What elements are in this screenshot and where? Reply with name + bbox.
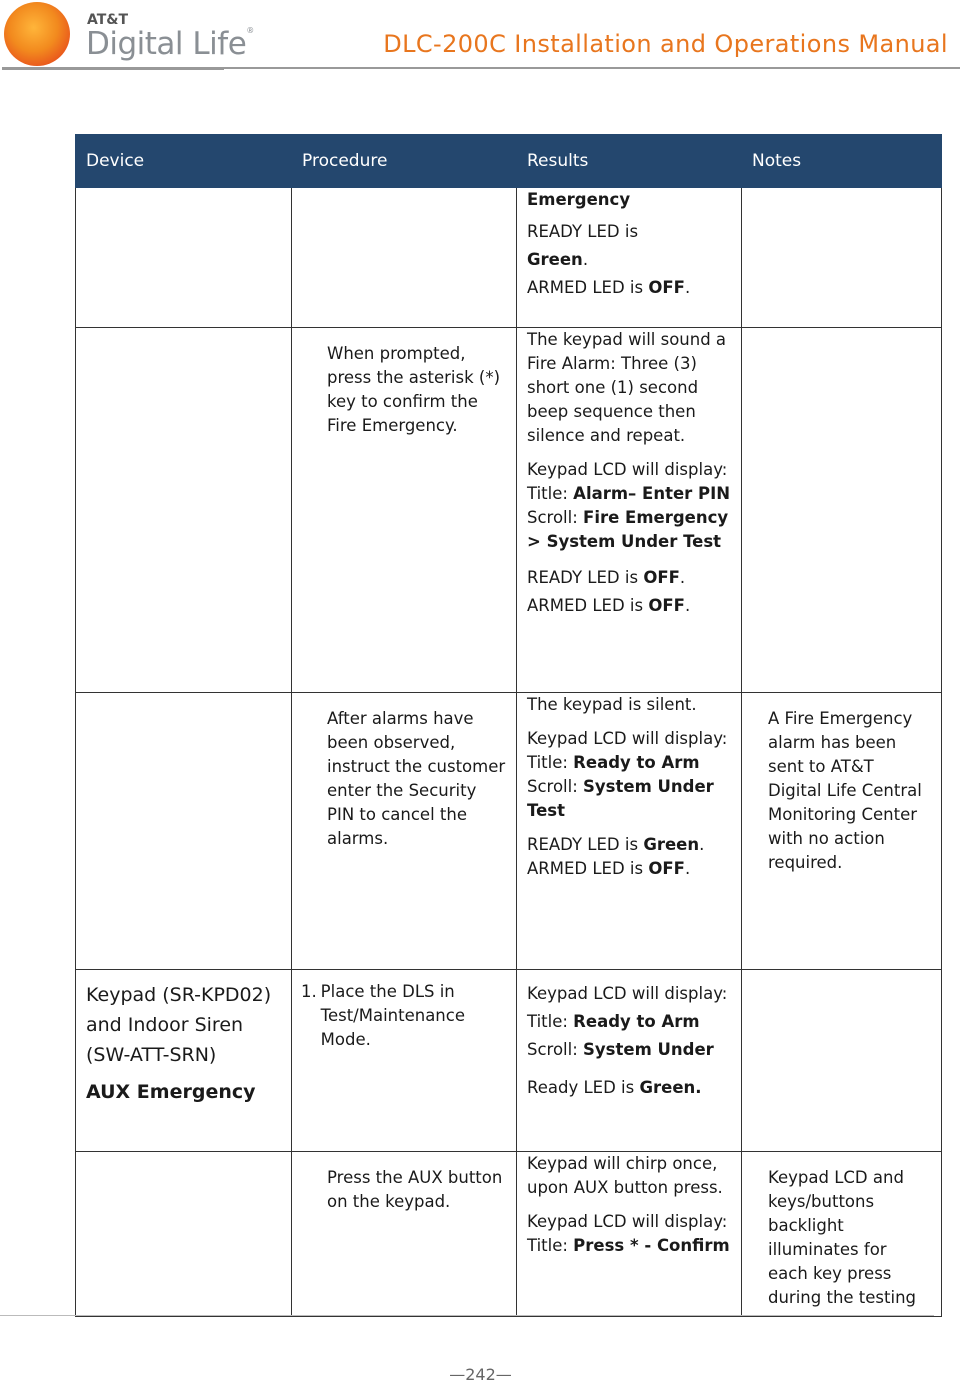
table-row [76, 328, 942, 693]
column-header-notes: Notes [742, 135, 942, 188]
results-cell: The keypad will sound a Fire Alarm: Three (3) short one (1) second beep sequence then silence and repeat. Keypad LCD will display: Title: Alarm– Enter PIN Scroll: Fire Emergency > System Under Test READY LED is OFF. ARMED LED is OFF. [517, 328, 742, 693]
device-cell [76, 1152, 292, 1317]
results-cell: Keypad will chirp once, upon AUX button press. Keypad LCD will display: Title: Press * - Confirm [517, 1152, 742, 1317]
header-divider [2, 67, 224, 70]
procedure-step: 1. Place the DLS in Test/Maintenance Mode. [301, 982, 465, 1049]
device-cell [76, 188, 292, 328]
table-row [76, 693, 942, 970]
notes-cell [742, 188, 942, 328]
brand-digital-life: Digital Life® [86, 26, 254, 62]
footer-divider [0, 1315, 934, 1316]
procedure-cell [292, 188, 517, 328]
brand-att: AT&T [87, 12, 129, 28]
column-header-results: Results [517, 135, 742, 188]
notes-cell [742, 970, 942, 1152]
table-row [76, 970, 942, 1152]
device-cell [76, 970, 292, 1152]
table-row [76, 188, 942, 328]
device-cell [76, 328, 292, 693]
table-row [76, 1152, 942, 1317]
column-header-device: Device [76, 135, 292, 188]
notes-cell: Keypad LCD and keys/buttons backlight illuminates for each key press during the testing [742, 1152, 942, 1317]
table-header-row [76, 135, 942, 188]
procedure-cell: When prompted, press the asterisk (*) key to confirm the Fire Emergency. [292, 328, 517, 693]
device-cell [76, 693, 292, 970]
procedure-cell: Press the AUX button on the keypad. [292, 1152, 517, 1317]
device-test-type: AUX Emergency [86, 1081, 256, 1103]
page-number: —242— [449, 1365, 512, 1384]
results-cell: The keypad is silent. Keypad LCD will display: Title: Ready to Arm Scroll: System Under Test READY LED is Green. ARMED LED is OFF. [517, 693, 742, 970]
att-globe-logo-icon [4, 2, 70, 66]
procedure-cell: After alarms have been observed, instruct the customer enter the Security PIN to cancel the alarms. [292, 693, 517, 970]
notes-cell [742, 328, 942, 693]
notes-cell: A Fire Emergency alarm has been sent to AT&T Digital Life Central Monitoring Center with no action required. [742, 693, 942, 970]
header-divider [224, 67, 960, 69]
procedure-cell [292, 970, 517, 1152]
procedure-table [75, 134, 942, 1317]
results-cell: Emergency READY LED is Green. ARMED LED is OFF. [517, 188, 742, 328]
document-title: DLC-200C Installation and Operations Manual [383, 30, 948, 58]
results-cell: Keypad LCD will display: Title: Ready to Arm Scroll: System Under Ready LED is Green. [517, 970, 742, 1152]
device-name: Keypad (SR-KPD02) and Indoor Siren (SW-ATT-SRN) [86, 984, 272, 1066]
column-header-procedure: Procedure [292, 135, 517, 188]
page-header [0, 0, 961, 72]
